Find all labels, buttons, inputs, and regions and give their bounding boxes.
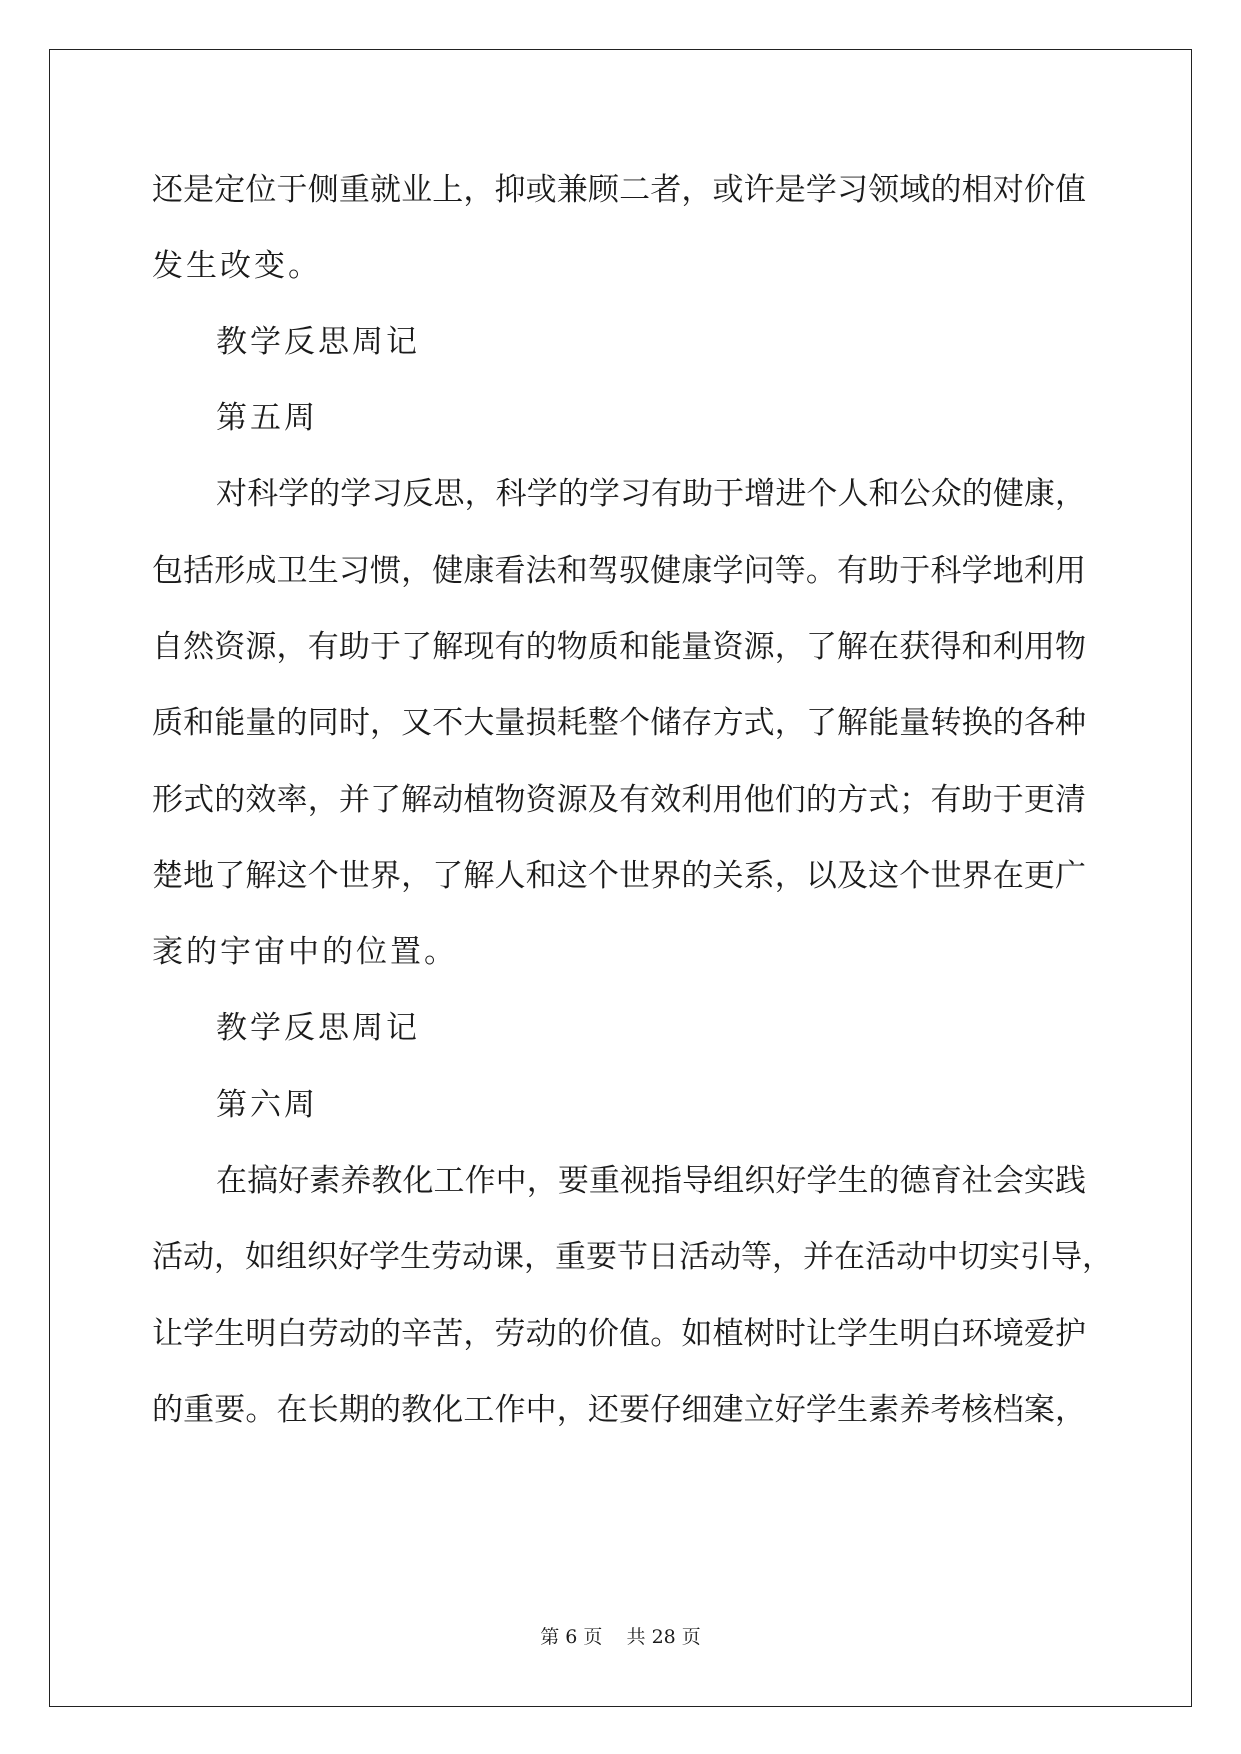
section-heading: 教学反思周记	[216, 324, 420, 360]
paragraph-line: 质和能量的同时，又不大量损耗整个储存方式，了解能量转换的各种	[152, 705, 1086, 741]
paragraph-line: 对科学的学习反思，科学的学习有助于增进个人和公众的健康，	[216, 476, 1086, 512]
paragraph-line: 自然资源，有助于了解现有的物质和能量资源，了解在获得和利用物	[152, 629, 1086, 665]
page-number-footer: 第 6 页 共 28 页	[540, 1626, 701, 1648]
paragraph-line: 活动，如组织好学生劳动课，重要节日活动等，并在活动中切实引导，	[152, 1239, 1113, 1275]
paragraph-line: 还是定位于侧重就业上，抑或兼顾二者，或许是学习领域的相对价值	[152, 172, 1086, 208]
section-heading: 教学反思周记	[216, 1010, 420, 1046]
paragraph-line: 包括形成卫生习惯，健康看法和驾驭健康学问等。有助于科学地利用	[152, 553, 1086, 589]
paragraph-line: 形式的效率，并了解动植物资源及有效利用他们的方式；有助于更清	[152, 782, 1086, 818]
paragraph-line: 袤的宇宙中的位置。	[152, 934, 458, 970]
paragraph-line: 楚地了解这个世界，了解人和这个世界的关系，以及这个世界在更广	[152, 858, 1086, 894]
paragraph-line: 在搞好素养教化工作中，要重视指导组织好学生的德育社会实践	[216, 1163, 1086, 1199]
week-heading: 第五周	[216, 400, 318, 436]
week-heading: 第六周	[216, 1087, 318, 1123]
paragraph-line: 让学生明白劳动的辛苦，劳动的价值。如植树时让学生明白环境爱护	[152, 1316, 1086, 1352]
paragraph-line: 的重要。在长期的教化工作中，还要仔细建立好学生素养考核档案，	[152, 1392, 1086, 1428]
paragraph-line: 发生改变。	[152, 248, 322, 284]
